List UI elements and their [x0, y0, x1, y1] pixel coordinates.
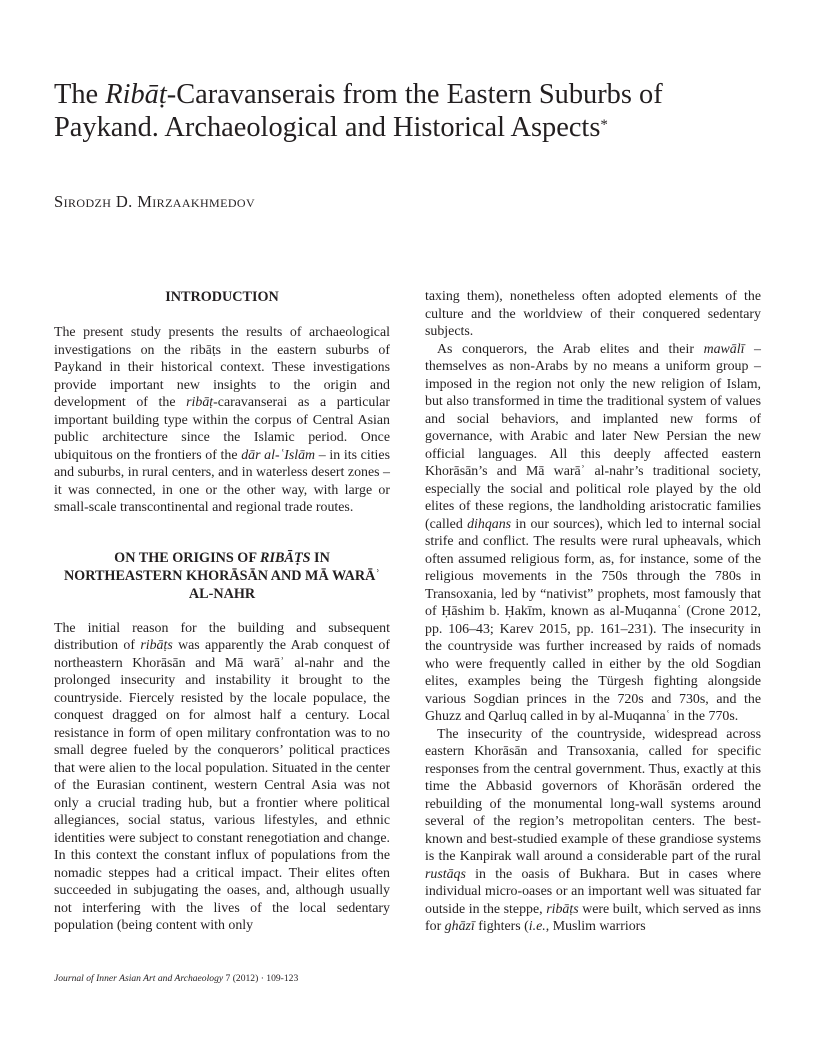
- left-column: [54, 288, 390, 935]
- journal-name: Journal of Inner Asian Art and Archaeology: [54, 973, 224, 984]
- intro-paragraph: [54, 324, 390, 517]
- italic-term: dār al-ʿIslām: [241, 447, 316, 463]
- italic-term: dihqans: [467, 516, 512, 532]
- text-run: As conquerors, the Arab elites and their: [437, 341, 704, 357]
- introduction-heading: INTRODUCTION: [165, 289, 279, 305]
- text-run: – in its cities and suburbs, in rural centers, and in waterless desert zones – it was connected, in one or the other way, with large or small-scale transcontinental and regional trade routes.: [54, 447, 390, 515]
- title-part1: The: [54, 79, 106, 110]
- text-run: The present study presents the results of archaeological investigations on the ribāṭs in the eastern suburbs of Paykand in their historical context. These investigations provide important new insights to the origin and development of the: [54, 325, 390, 410]
- title-footnote-marker: *: [600, 117, 608, 133]
- origins-paragraph: [54, 620, 390, 935]
- title-italic-ribat: Ribāṭ: [105, 79, 167, 110]
- author-name: Sirodzh D. Mirzaakhmedov: [54, 192, 256, 211]
- heading-run: IN NORTHEASTERN KHORĀSĀN AND MĀ WARĀʾ AL-NAHR: [63, 549, 381, 602]
- text-run: The insecurity of the countryside, widespread across eastern Khorāsān and Transoxania, called for specific responses from the central government. Thus, exactly at this time the Abbasid governors of Khorāsān ordered the rebuilding of the monumental long-wall systems around several of the region’s metropolitan centers. The best-known and best-studied example of these grandiose systems is the Kanpirak wall around a considerable part of the rural: [425, 726, 761, 864]
- text-run: were built, which served as inns for: [425, 901, 761, 934]
- right-paragraph-3: [425, 726, 761, 936]
- italic-term: rustāqs: [425, 866, 466, 882]
- heading-italic: RIBĀṬS: [260, 549, 311, 566]
- text-run: in the oasis of Bukhara. But in cases where individual micro-oases or an important well was situated far outside in the steppe,: [425, 866, 761, 917]
- text-run: fighters (: [474, 919, 529, 934]
- italic-term: ribāṭs: [140, 638, 173, 653]
- italic-term: ghāzī: [444, 919, 475, 934]
- text-run: -caravanserai as a particular important building type within the corpus of Central Asian public architecture since the Islamic period. Once ubiquitous on the frontiers of the: [54, 395, 390, 463]
- text-run: in our sources), which led to internal social strife and conflict. The results were rural upheavals, which often assumed religious form, as, for instance, some of the religious movements in the 750s through the 780s in Transoxania, led by “nativist” prophets, most famously that of Ḥāshim b. Ḥakīm, known as al-Muqannaʿ (Crone 2012, pp. 106–43; Karev 2015, pp. 161–231). The insecurity in the countryside was further increased by raids of nomads who were frequently called in either by the old Sogdian elites, examples being the Türgesh fighting alongside various Sogdian princes in the 720s and 730s, and the Ghuzz and Qarluq called in by al-Muqannaʿ in the 770s.: [425, 516, 761, 724]
- right-paragraph-2: [425, 341, 761, 726]
- journal-citation: 7 (2012) · 109-123: [223, 973, 299, 984]
- italic-term: mawālī: [703, 341, 745, 357]
- title-part2: -Caravanserais from the Eastern Suburbs of Paykand. Archaeological and Historical Aspects: [54, 79, 663, 143]
- text-run: , Muslim warriors: [545, 919, 646, 934]
- article-title: [54, 78, 774, 144]
- journal-footer: [54, 973, 298, 984]
- italic-term: ribāṭs: [546, 901, 579, 917]
- right-paragraph-1: taxing them), nonetheless often adopted elements of the culture and the worldview of their conquered sedentary subjects.: [425, 289, 761, 339]
- italic-term: i.e.: [528, 919, 546, 934]
- text-run: was apparently the Arab conquest of northeastern Khorāsān and Mā warāʾ al-nahr and the prolonged insecurity and instability it brought to the countryside. Fiercely resisted by the locale populace, the conquest dragged on for almost half a century. Local resistance in form of open military confrontation was to no small degree fueled by the conquerors’ political practices that were alien to the local population. Situated in the center of the Eurasian continent, western Central Asia was not only a crucial trading hub, but a frontier where political allegiances, social status, various lifestyles, and ethnic identities were subject to constant renegotiation and change. In this context the constant influx of populations from the nomadic steppes had a critical impact. Their elites often succeeded in subjugating the oases, and, although usually not interfering with the lives of the local sedentary population (being content with only: [54, 638, 390, 933]
- origins-heading: [54, 549, 390, 603]
- italic-term: ribāṭ: [186, 395, 214, 410]
- text-run: – themselves as non-Arabs by no means a uniform group – imposed in the region not only the new religion of Islam, but also transformed in time the traditional system of values and social behaviors, and implanted new forms of governance, with Arabic and later New Persian the new official languages. All this deeply affected eastern Khorāsān’s and Mā warāʾ al-nahr’s traditional society, especially the social and political role played by the old elites of these regions, the landholding aristocratic families (called: [425, 341, 762, 532]
- text-run: The initial reason for the building and subsequent distribution of: [54, 620, 390, 653]
- right-column: [425, 288, 761, 936]
- heading-run: ON THE ORIGINS OF: [114, 549, 261, 566]
